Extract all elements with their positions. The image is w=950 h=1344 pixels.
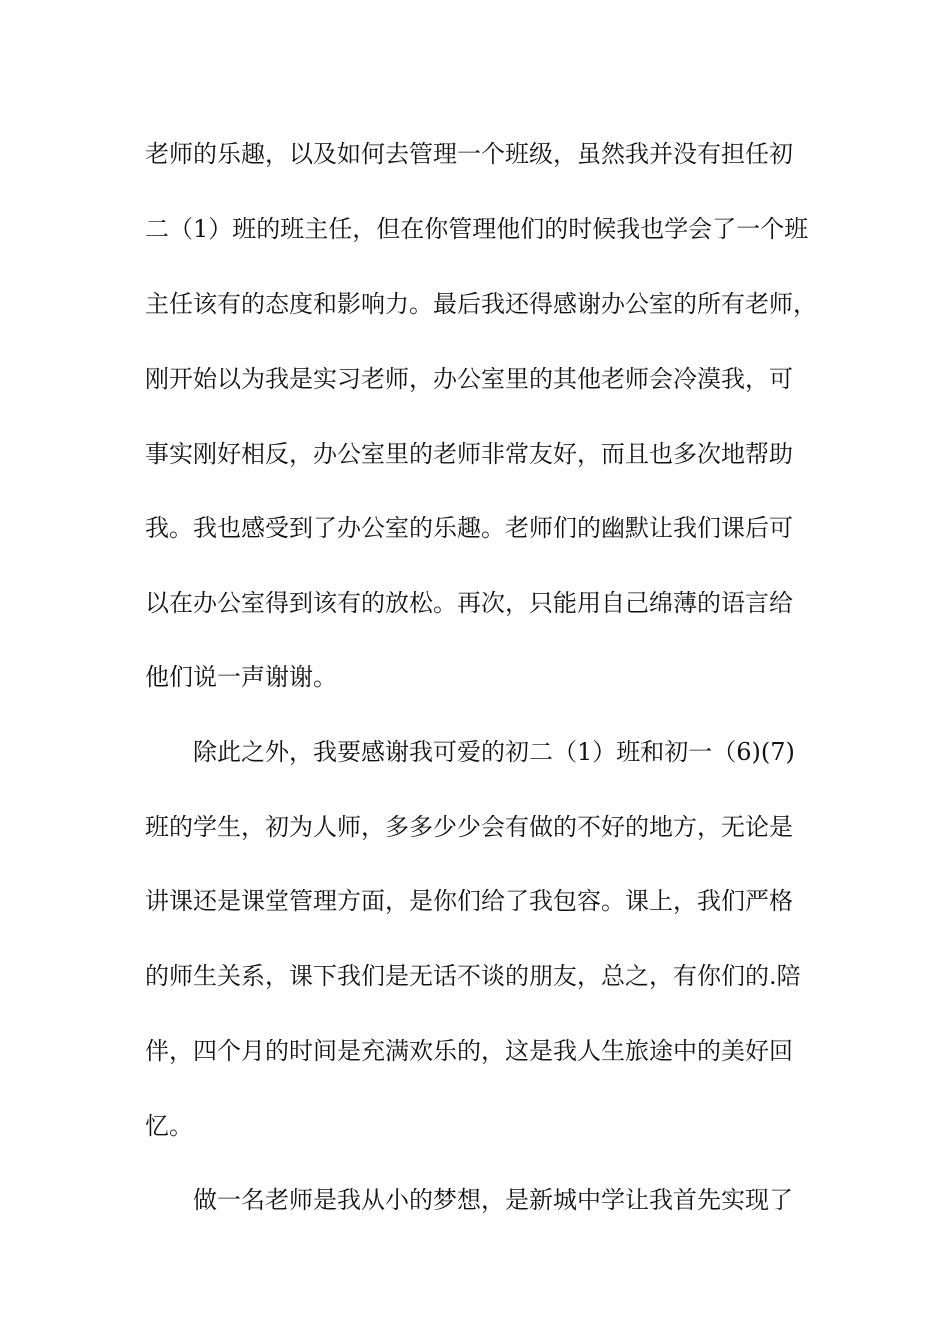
text-line: 老师的乐趣，以及如何去管理一个班级，虽然我并没有担任初 [145,140,793,168]
text-line: 的师生关系，课下我们是无话不谈的朋友，总之，有你们的.陪 [145,962,801,990]
text-line: 二（1）班的班主任，但在你管理他们的时候我也学会了一个班 [145,215,809,243]
text-line: 以在办公室得到该有的放松。再次，只能用自己绵薄的语言给 [145,589,793,617]
text-line: 事实刚好相反，办公室里的老师非常友好，而且也多次地帮助 [145,440,793,468]
text-line: 讲课还是课堂管理方面，是你们给了我包容。课上，我们严格 [145,887,793,915]
paragraph-first-line: 做一名老师是我从小的梦想，是新城中学让我首先实现了 [193,1186,793,1214]
text-line: 忆。 [145,1112,193,1140]
text-line: 我。我也感受到了办公室的乐趣。老师们的幽默让我们课后可 [145,514,793,542]
text-line: 刚开始以为我是实习老师，办公室里的其他老师会冷漠我，可 [145,365,793,393]
text-line: 伴，四个月的时间是充满欢乐的，这是我人生旅途中的美好回 [145,1037,793,1065]
text-line: 他们说一声谢谢。 [145,663,337,691]
text-line: 班的学生，初为人师，多多少少会有做的不好的地方，无论是 [145,813,793,841]
text-line: 主任该有的态度和影响力。最后我还得感谢办公室的所有老师， [145,290,817,318]
paragraph-first-line: 除此之外，我要感谢我可爱的初二（1）班和初一（6)(7) [193,738,795,766]
